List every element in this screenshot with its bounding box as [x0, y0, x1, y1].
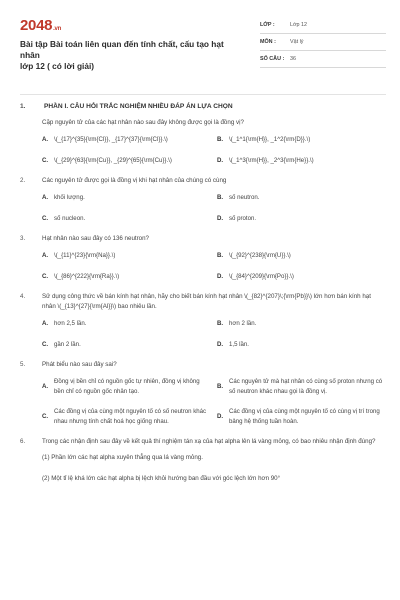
option-a[interactable]: [42, 135, 211, 145]
option-text: gần 2 lần.: [54, 340, 81, 348]
question-text: Trong các nhận định sau đây về kết quả thí nghiệm tán xạ của hạt alpha lên lá vàng mỏng, có bao nhiêu nhận định đúng?: [42, 438, 376, 445]
option-letter: B.: [217, 194, 224, 201]
answer-options: [42, 377, 386, 426]
logo-text: 2048: [20, 17, 53, 34]
option-text: \(_{17}^{35}{\rm{Cl}}, _{17}^{37}{\rm{Cl}}.\): [54, 136, 168, 143]
option-letter: D.: [217, 412, 224, 420]
document-title-line-2: lớp 12 ( có lời giải): [20, 61, 95, 71]
option-d[interactable]: [217, 272, 386, 282]
option-c[interactable]: [42, 407, 211, 426]
option-letter: D.: [217, 214, 224, 222]
option-letter: B.: [217, 136, 224, 143]
option-text: Các nguyên tử mà hạt nhân có cùng số proton nhưng có số neutron khác nhau gọi là đồng vị.: [229, 378, 383, 395]
option-letter: C.: [42, 412, 49, 420]
section-heading: [20, 103, 386, 110]
answer-options: [42, 193, 386, 223]
option-letter: D.: [217, 272, 224, 280]
question-text: Sử dụng công thức về bán kính hạt nhân, hãy cho biết bán kính hạt nhân \(_{82}^{207}\;{\rm{Pb}}\) lớn hơn bán kính hạt nhân \(_{13}^{27}{\rm{Al}}\) bao nhiêu lần.: [42, 293, 371, 310]
question-text: Hạt nhân nào sau đây có 136 neutron?: [42, 235, 149, 242]
question-stem: [20, 437, 386, 447]
option-text: Đồng vị bền chỉ có nguồn gốc tự nhiên, đồng vị không bền chỉ có nguồn gốc nhân tạo.: [54, 378, 200, 395]
statement-2: (2) Một tỉ lệ khá lớn các hạt alpha bị lệch khỏi hướng ban đầu với góc lệch lớn hơn 90°: [42, 474, 281, 482]
question-text: Cặp nguyên tử của các hạt nhân nào sau đây không được gọi là đồng vị?: [42, 119, 244, 126]
question-6: [20, 437, 386, 483]
meta-row-class: [260, 17, 386, 34]
question-4: [20, 292, 386, 349]
option-text: \(_{92}^{238}{\rm{U}}.\): [229, 252, 291, 259]
header-left: [20, 12, 245, 72]
question-number: 6.: [20, 438, 26, 445]
option-letter: C.: [42, 156, 49, 164]
option-letter: D.: [217, 156, 224, 164]
option-letter: C.: [42, 214, 49, 222]
question-number: [20, 118, 42, 128]
option-b[interactable]: [217, 193, 386, 203]
option-b[interactable]: [217, 377, 386, 396]
option-letter: C.: [42, 272, 49, 280]
option-letter: B.: [217, 320, 224, 327]
question-1: [20, 118, 386, 165]
meta-value: Lớp 12: [290, 22, 308, 28]
document-title-line-1: Bài tập Bài toán liên quan đến tính chất, cấu tạo hạt nhân: [20, 39, 224, 60]
question-stem: [20, 176, 386, 186]
question-2: [20, 176, 386, 223]
document-header: [20, 12, 386, 72]
option-text: \(_{86}^{222}{\rm{Ra}}.\): [54, 272, 120, 280]
option-letter: B.: [217, 252, 224, 259]
question-number: 5.: [20, 361, 26, 368]
question-5: [20, 360, 386, 426]
document-meta-table: [260, 17, 386, 72]
option-text: Các đồng vị của cùng một nguyên tố có số neutron khác nhau nhưng tính chất hoá học giống nhau.: [54, 408, 207, 425]
meta-key: SỐ CÂU :: [260, 56, 285, 62]
option-letter: A.: [42, 320, 49, 327]
option-text: \(_{84}^{209}{\rm{Po}}.\): [229, 272, 294, 280]
question-text: Các nguyên tử được gọi là đồng vị khi hạt nhân của chúng có cùng: [42, 177, 227, 184]
option-c[interactable]: [42, 214, 211, 224]
option-letter: D.: [217, 340, 224, 348]
question-stem: [20, 234, 386, 244]
question-number: 2.: [20, 177, 26, 184]
option-letter: A.: [42, 194, 49, 201]
answer-options: [42, 319, 386, 349]
option-text: \(_{11}^{23}{\rm{Na}}.\): [54, 252, 116, 259]
option-text: số proton.: [229, 214, 257, 222]
question-stem: [20, 360, 386, 370]
document-title: [20, 39, 245, 72]
meta-key: MÔN :: [260, 39, 276, 45]
option-letter: A.: [42, 136, 49, 143]
option-text: hơn 2,5 lần.: [54, 320, 87, 327]
option-letter: A.: [42, 382, 49, 390]
section-title: PHẦN I. CÂU HỎI TRẮC NGHIỆM NHIỀU ĐÁP ÁN LỰA CHỌN: [44, 103, 233, 110]
meta-value: 36: [290, 56, 296, 62]
question-number: 4.: [20, 293, 26, 300]
option-c[interactable]: [42, 272, 211, 282]
site-logo[interactable]: [20, 18, 245, 37]
option-letter: A.: [42, 252, 49, 259]
option-text: số nucleon.: [54, 214, 86, 222]
option-a[interactable]: [42, 377, 211, 396]
meta-row-question-count: [260, 51, 386, 68]
option-text: Các đồng vị của cùng một nguyên tố có cùng vị trí trong bảng hệ thống tuần hoàn.: [229, 408, 380, 425]
option-letter: C.: [42, 340, 49, 348]
option-a[interactable]: [42, 251, 211, 261]
option-b[interactable]: [217, 319, 386, 329]
option-text: khối lượng.: [54, 194, 85, 201]
question-number: 3.: [20, 235, 26, 242]
option-text: \(_{29}^{63}{\rm{Cu}}, _{29}^{65}{\rm{Cu}}.\): [54, 156, 172, 164]
question-3: [20, 234, 386, 281]
option-text: \(_1^3{\rm{H}}, _2^3{\rm{He}}.\): [229, 156, 314, 164]
meta-key: LỚP :: [260, 22, 275, 28]
option-text: hơn 2 lần.: [229, 320, 257, 327]
question-stem: [20, 118, 386, 128]
answer-options: [42, 251, 386, 281]
question-stem: [20, 292, 386, 312]
option-c[interactable]: [42, 340, 211, 350]
logo-tld: .vn: [53, 26, 61, 32]
option-d[interactable]: [217, 156, 386, 166]
meta-value: Vật lý: [290, 39, 304, 45]
option-c[interactable]: [42, 156, 211, 166]
option-text: số neutron.: [229, 194, 260, 201]
answer-options: [42, 135, 386, 165]
option-a[interactable]: [42, 319, 211, 329]
option-text: \(_1^1{\rm{H}}, _1^2{\rm{D}}.\): [229, 136, 311, 143]
statement-1: (1) Phần lớn các hạt alpha xuyên thẳng qua lá vàng mỏng.: [42, 454, 203, 461]
option-text: 1,5 lần.: [229, 340, 249, 348]
option-b[interactable]: [217, 251, 386, 261]
meta-row-subject: [260, 34, 386, 51]
header-divider: [20, 94, 386, 95]
option-d[interactable]: [217, 214, 386, 224]
option-d[interactable]: [217, 340, 386, 350]
option-d[interactable]: [217, 407, 386, 426]
option-a[interactable]: [42, 193, 211, 203]
section-number: 1.: [20, 103, 26, 110]
option-b[interactable]: [217, 135, 386, 145]
question-text: Phát biểu nào sau đây sai?: [42, 361, 117, 368]
option-letter: B.: [217, 382, 224, 390]
